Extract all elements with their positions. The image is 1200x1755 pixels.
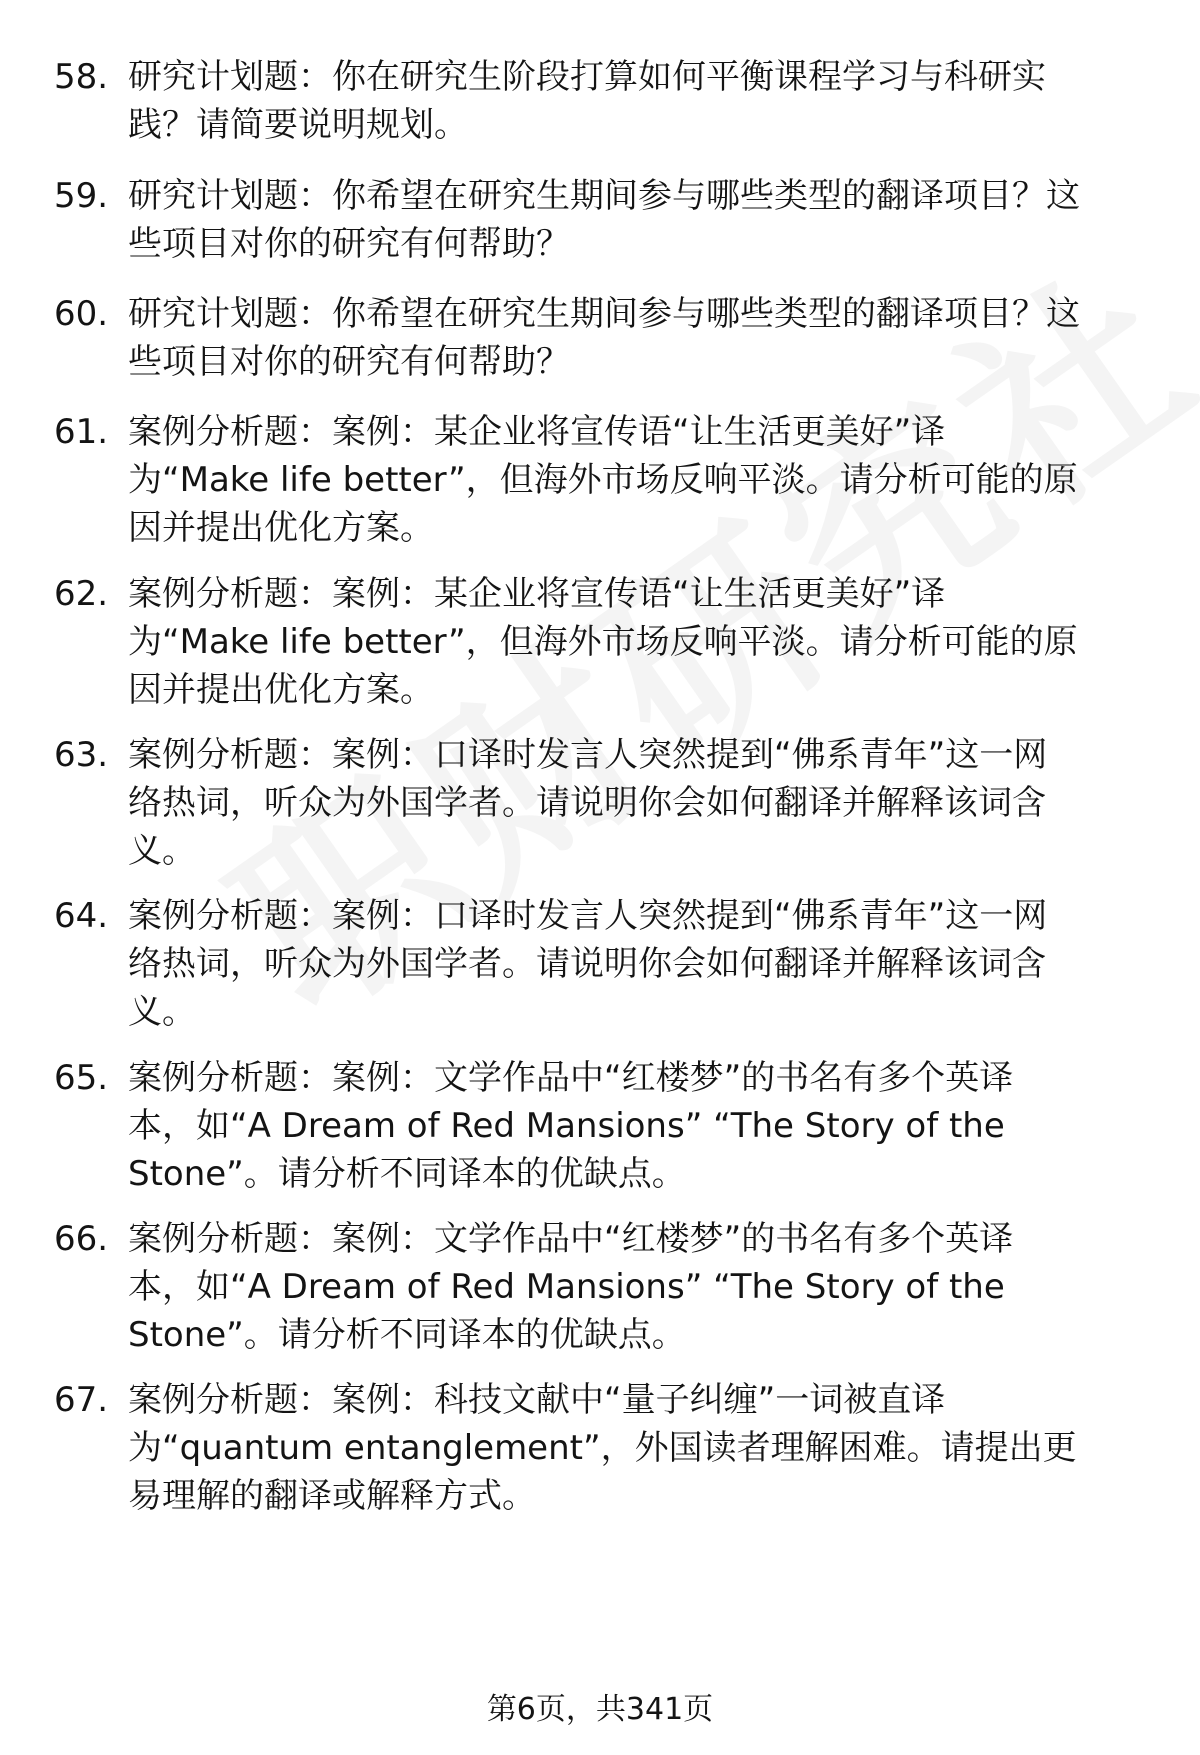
question-text (128, 53, 1168, 149)
question-number: 60. (54, 294, 109, 334)
question-line: 些项目对你的研究有何帮助？ (128, 342, 570, 382)
question-text (128, 1215, 1168, 1359)
question-line: 义。 (128, 831, 196, 871)
question-number: 67. (54, 1380, 109, 1420)
question-line: 为“quantum entanglement”，外国读者理解困难。请提出更 (128, 1428, 1077, 1468)
question-line: 本，如“A Dream of Red Mansions” “The Story of the (128, 1267, 1005, 1307)
question-line: Stone”。请分析不同译本的优缺点。 (128, 1315, 686, 1355)
question-line: 案例分析题：案例：文学作品中“红楼梦”的书名有多个英译 (128, 1058, 1014, 1098)
question-line: 案例分析题：案例：文学作品中“红楼梦”的书名有多个英译 (128, 1219, 1014, 1259)
question-line: 些项目对你的研究有何帮助？ (128, 224, 570, 264)
question-number: 58. (54, 57, 109, 97)
question-line: 义。 (128, 992, 196, 1032)
question-line: 研究计划题：你希望在研究生期间参与哪些类型的翻译项目？这 (128, 176, 1080, 216)
question-line: 案例分析题：案例：某企业将宣传语“让生活更美好”译 (128, 412, 946, 452)
question-line: 案例分析题：案例：科技文献中“量子纠缠”一词被直译 (128, 1380, 946, 1420)
question-line: 因并提出优化方案。 (128, 670, 434, 710)
page-number-footer: 第6页，共341页 (486, 1692, 714, 1727)
question-line: 案例分析题：案例：口译时发言人突然提到“佛系青年”这一网 (128, 896, 1048, 936)
question-number: 59. (54, 176, 109, 216)
question-text (128, 570, 1168, 714)
question-text (128, 1376, 1168, 1520)
question-line: 络热词，听众为外国学者。请说明你会如何翻译并解释该词含 (128, 783, 1046, 823)
question-number: 61. (54, 412, 109, 452)
question-line: 研究计划题：你在研究生阶段打算如何平衡课程学习与科研实 (128, 57, 1046, 97)
question-line: 案例分析题：案例：口译时发言人突然提到“佛系青年”这一网 (128, 735, 1048, 775)
question-text (128, 892, 1168, 1036)
question-number: 66. (54, 1219, 109, 1259)
question-line: 本，如“A Dream of Red Mansions” “The Story of the (128, 1106, 1005, 1146)
question-text (128, 172, 1168, 268)
question-line: 为“Make life better”，但海外市场反响平淡。请分析可能的原 (128, 460, 1078, 500)
question-number: 62. (54, 574, 109, 614)
question-text (128, 1054, 1168, 1198)
question-line: 践？请简要说明规划。 (128, 105, 468, 145)
question-text (128, 408, 1168, 552)
question-line: 为“Make life better”，但海外市场反响平淡。请分析可能的原 (128, 622, 1078, 662)
question-line: 络热词，听众为外国学者。请说明你会如何翻译并解释该词含 (128, 944, 1046, 984)
question-number: 65. (54, 1058, 109, 1098)
question-line: 案例分析题：案例：某企业将宣传语“让生活更美好”译 (128, 574, 946, 614)
question-text (128, 731, 1168, 875)
question-number: 64. (54, 896, 109, 936)
question-text (128, 290, 1168, 386)
question-line: Stone”。请分析不同译本的优缺点。 (128, 1154, 686, 1194)
question-line: 因并提出优化方案。 (128, 508, 434, 548)
question-line: 易理解的翻译或解释方式。 (128, 1476, 536, 1516)
question-number: 63. (54, 735, 109, 775)
question-line: 研究计划题：你希望在研究生期间参与哪些类型的翻译项目？这 (128, 294, 1080, 334)
